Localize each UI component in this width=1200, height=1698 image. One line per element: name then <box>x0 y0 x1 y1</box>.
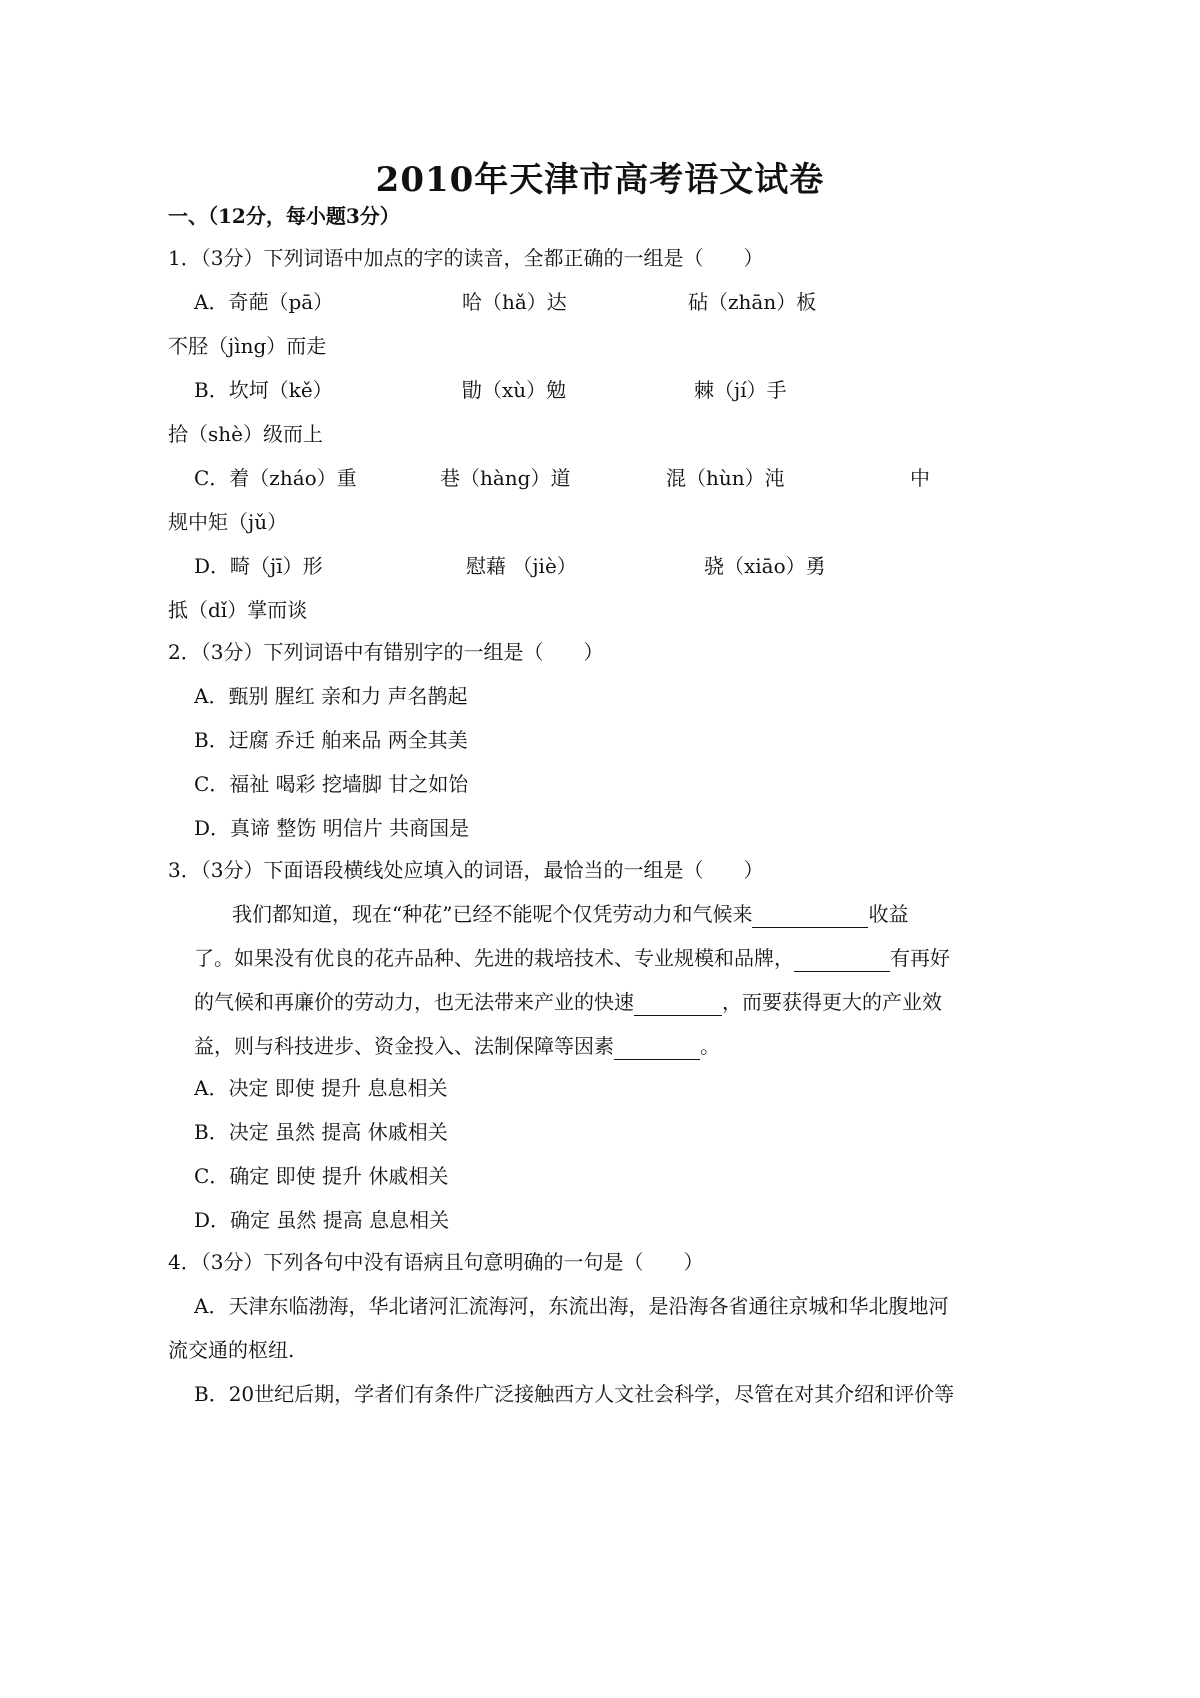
q1-option-c-1: C．着（zháo）重 <box>194 466 357 490</box>
q3-passage-text: 益，则与科技进步、资金投入、法制保障等因素 <box>194 1034 614 1058</box>
question-1-stem: 1．（3分）下列词语中加点的字的读音，全都正确的一组是（ ） <box>168 246 764 270</box>
q3-passage-text: 收益 <box>868 902 909 926</box>
q3-option-d: D．确定 虽然 提高 息息相关 <box>194 1208 450 1232</box>
q3-passage-text: 有再好 <box>890 946 950 970</box>
question-3-stem: 3．（3分）下面语段横线处应填入的词语，最恰当的一组是（ ） <box>168 858 764 882</box>
q1-option-d-1: D．畸（jī）形 <box>194 554 323 578</box>
q3-passage-text: 。 <box>700 1034 720 1058</box>
q1-option-c-5: 规中矩（jǔ） <box>168 510 288 534</box>
q1-option-a-3: 砧（zhān）板 <box>688 290 817 314</box>
q3-passage-line-4 <box>194 1032 720 1060</box>
fill-blank-4 <box>614 1037 700 1060</box>
question-2-stem: 2．（3分）下列词语中有错别字的一组是（ ） <box>168 640 604 664</box>
q2-option-d: D．真谛 整饬 明信片 共商国是 <box>194 816 470 840</box>
q3-passage-text: 了。如果没有优良的花卉品种、先进的栽培技术、专业规模和品牌， <box>194 946 794 970</box>
q2-option-a: A．甄别 腥红 亲和力 声名鹊起 <box>194 684 468 708</box>
q1-option-c-2: 巷（hàng）道 <box>440 466 571 490</box>
q3-option-b: B．决定 虽然 提高 休戚相关 <box>194 1120 448 1144</box>
page-title: 2010年天津市高考语文试卷 <box>375 160 825 200</box>
q1-option-d-3: 骁（xiāo）勇 <box>704 554 826 578</box>
q4-option-a-line-2: 流交通的枢纽. <box>168 1338 295 1362</box>
fill-blank-1 <box>752 905 868 928</box>
q1-option-b-2: 勖（xù）勉 <box>462 378 567 402</box>
q1-option-a-1: A．奇葩（pā） <box>194 290 334 314</box>
q1-option-d-4: 抵（dǐ）掌而谈 <box>168 598 308 622</box>
q1-option-a-4: 不胫（jìng）而走 <box>168 334 327 358</box>
q1-option-a-2: 哈（hǎ）达 <box>462 290 567 314</box>
q3-passage-text: ，而要获得更大的产业效 <box>722 990 942 1014</box>
q4-option-b-line-1: B．20世纪后期，学者们有条件广泛接触西方人文社会科学，尽管在对其介绍和评价等 <box>194 1382 955 1406</box>
q1-option-c-3: 混（hùn）沌 <box>666 466 785 490</box>
q4-option-a-line-1: A．天津东临渤海，华北诸河汇流海河，东流出海，是沿海各省通往京城和华北腹地河 <box>194 1294 949 1318</box>
q1-option-b-4: 拾（shè）级而上 <box>168 422 323 446</box>
q3-passage-line-1 <box>232 900 908 928</box>
q2-option-b: B．迂腐 乔迁 舶来品 两全其美 <box>194 728 468 752</box>
q3-passage-text: 我们都知道，现在“种花”已经不能呢个仅凭劳动力和气候来 <box>232 902 753 926</box>
q2-option-c: C．福祉 喝彩 挖墙脚 甘之如饴 <box>194 772 469 796</box>
fill-blank-3 <box>634 993 722 1016</box>
q3-passage-line-2 <box>194 944 950 972</box>
question-4-stem: 4．（3分）下列各句中没有语病且句意明确的一句是（ ） <box>168 1250 704 1274</box>
q1-option-b-1: B．坎坷（kě） <box>194 378 333 402</box>
q3-passage-text: 的气候和再廉价的劳动力，也无法带来产业的快速 <box>194 990 634 1014</box>
q3-passage-line-3 <box>194 988 942 1016</box>
fill-blank-2 <box>794 949 890 972</box>
q3-option-a: A．决定 即使 提升 息息相关 <box>194 1076 448 1100</box>
q3-option-c: C．确定 即使 提升 休戚相关 <box>194 1164 449 1188</box>
q1-option-b-3: 棘（jí）手 <box>694 378 787 402</box>
section-header: 一、（12分，每小题3分） <box>168 204 400 228</box>
q1-option-c-4: 中 <box>910 466 930 490</box>
q1-option-d-2: 慰藉 （jiè） <box>466 554 577 578</box>
